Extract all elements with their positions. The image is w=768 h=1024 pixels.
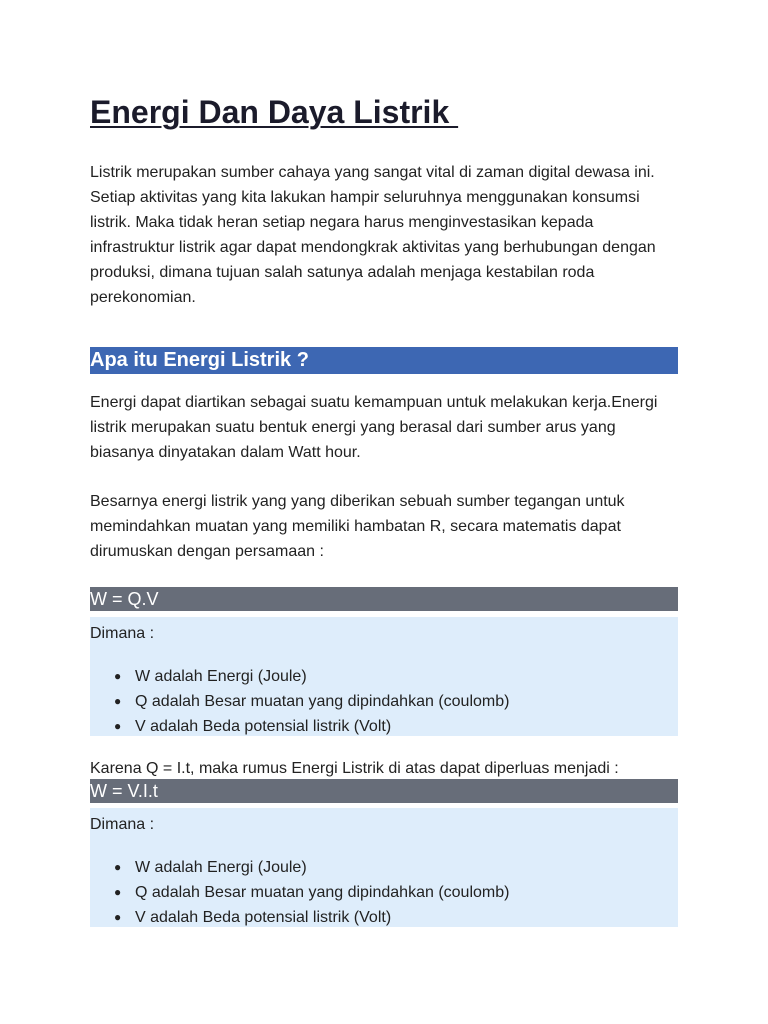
formula-block-2: W = V.I.t	[90, 779, 678, 803]
bullet-icon: ●	[114, 910, 122, 924]
bullet-icon: ●	[114, 860, 122, 874]
page-title: Energi Dan Daya Listrik	[90, 94, 459, 130]
list-item: ● W adalah Energi (Joule)	[135, 855, 509, 880]
definition-box-1	[90, 617, 678, 736]
definition-list-2	[90, 855, 509, 930]
bullet-icon: ●	[114, 694, 122, 708]
box-label: Dimana :	[90, 816, 155, 833]
bullet-icon: ●	[114, 719, 122, 733]
list-item: ● V adalah Beda potensial listrik (Volt)	[135, 714, 509, 739]
list-item: ● W adalah Energi (Joule)	[135, 664, 509, 689]
expansion-paragraph: Karena Q = I.t, maka rumus Energi Listrik di atas dapat diperluas menjadi :	[90, 760, 619, 777]
list-item: ● V adalah Beda potensial listrik (Volt)	[135, 905, 509, 930]
box-label: Dimana :	[90, 625, 155, 642]
list-item: ● Q adalah Besar muatan yang dipindahkan (coulomb)	[135, 880, 509, 905]
formula-block-1: W = Q.V	[90, 587, 678, 611]
bullet-icon: ●	[114, 885, 122, 899]
formula-intro-paragraph: Besarnya energi listrik yang yang diberikan sebuah sumber tegangan untuk memindahkan muatan yang memiliki hambatan R, secara matematis dapat dirumuskan dengan persamaan :	[90, 493, 625, 560]
bullet-icon: ●	[114, 669, 122, 683]
definition-box-2	[90, 808, 678, 927]
section-heading: Apa itu Energi Listrik ?	[90, 347, 678, 374]
intro-paragraph: Listrik merupakan sumber cahaya yang sangat vital di zaman digital dewasa ini. Setiap aktivitas yang kita lakukan hampir seluruhnya menggunakan konsumsi listrik. Maka tidak heran setiap negara harus menginvestasikan kepada infrastruktur listrik agar dapat mendongkrak aktivitas yang berhubungan dengan produksi, dimana tujuan salah satunya adalah menjaga kestabilan roda perekonomian.	[90, 164, 656, 306]
list-item: ● Q adalah Besar muatan yang dipindahkan (coulomb)	[135, 689, 509, 714]
definition-paragraph: Energi dapat diartikan sebagai suatu kemampuan untuk melakukan kerja.Energi listrik merupakan suatu bentuk energi yang berasal dari sumber arus yang biasanya dinyatakan dalam Watt hour.	[90, 394, 658, 461]
definition-list-1	[90, 664, 509, 739]
